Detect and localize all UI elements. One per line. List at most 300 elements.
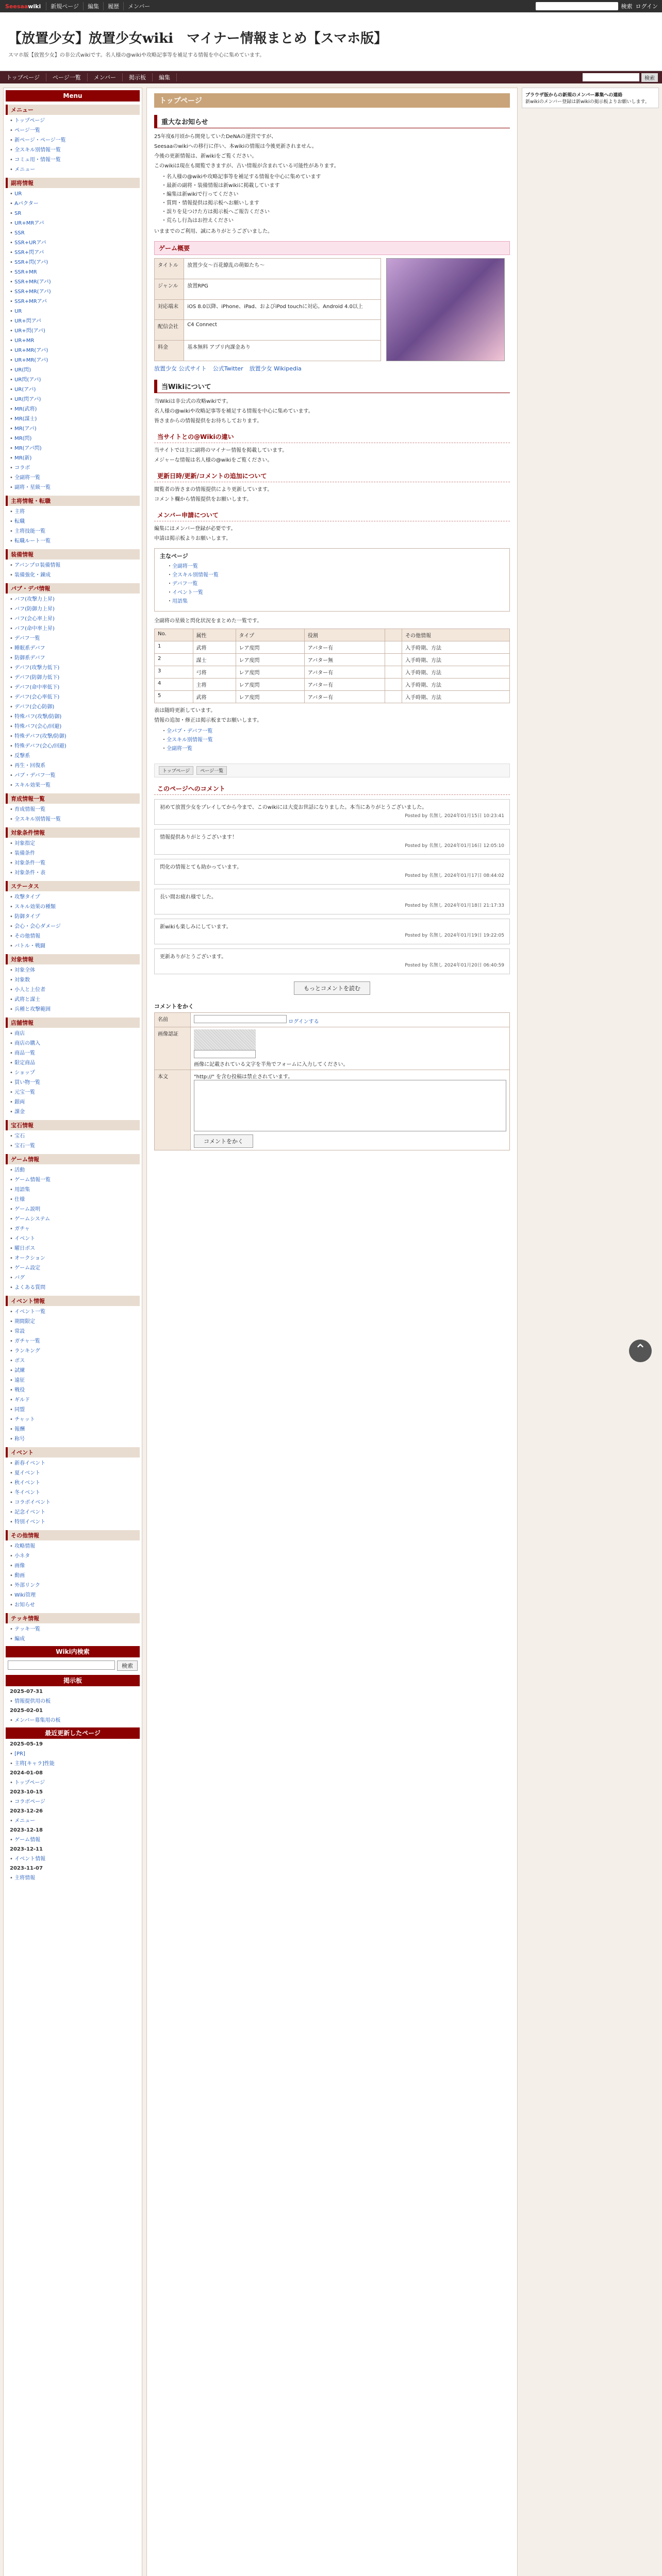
sidebar-link[interactable]: • 特殊バフ(会心/回避) xyxy=(4,722,142,732)
body-hint: "http://" を含む投稿は禁止されています。 xyxy=(194,1074,293,1080)
topbar-history[interactable]: 履歴 xyxy=(103,2,123,10)
sidebar-link[interactable]: • 全副将一覧 xyxy=(4,473,142,483)
more-link-item xyxy=(161,744,510,753)
menu-list xyxy=(4,116,142,175)
comment-meta: Posted by 名無し 2024年01月18日 21:17:33 xyxy=(405,903,504,908)
gnav-search-button[interactable]: 検索 xyxy=(641,73,658,82)
sidebar-link[interactable]: • 試練 xyxy=(4,1366,142,1376)
notice-paragraph: 今後の更新情報は、新wikiをご覧ください。 xyxy=(154,154,257,159)
sidebar-link[interactable]: • UR xyxy=(4,189,142,199)
notice-heading: 重大なお知らせ xyxy=(154,115,510,128)
about-paragraph: 皆さまからの情報提供をお待ちしております。 xyxy=(154,418,262,424)
recent-item[interactable]: • メニュー xyxy=(4,1816,142,1826)
board-post[interactable]: • 情報提供用の板 xyxy=(4,1697,142,1706)
sidebar-link[interactable]: • バフ(攻撃力上昇) xyxy=(4,595,142,604)
sidebar-link[interactable]: • 同盟 xyxy=(4,1405,142,1415)
topbar xyxy=(0,0,662,12)
sidebar-link[interactable]: • UR+MR(アパ) xyxy=(4,355,142,365)
gnav-pages[interactable]: ページ一覧 xyxy=(46,73,88,81)
official-link[interactable]: 公式Twitter xyxy=(212,365,243,372)
notice-paragraph: Seesaaのwikiへの移行に伴い、本wikiの情報は今後更新されません。 xyxy=(154,144,317,149)
table-cell xyxy=(385,666,402,679)
gnav-members[interactable]: メンバー xyxy=(88,73,123,81)
ad-text: 新wikiのメンバー登録は新wikiの掲示板よりお願いします。 xyxy=(525,99,650,105)
recent-item[interactable]: • [PR] xyxy=(4,1749,142,1759)
game-table xyxy=(154,258,381,361)
game-row xyxy=(155,279,381,299)
comment-meta: Posted by 名無し 2024年01月20日 06:40:59 xyxy=(405,963,504,968)
sidebar-link[interactable]: • UR+閃(アパ) xyxy=(4,326,142,336)
sidebar-link[interactable]: • MR(謀士) xyxy=(4,414,142,424)
game-art-image xyxy=(386,258,505,361)
table-cell: 入手時期、方法 xyxy=(402,679,510,691)
sidebar-link[interactable]: • UR+MR(アパ) xyxy=(4,346,142,355)
more-link-item xyxy=(161,727,510,736)
sidebar-link[interactable]: • 育成情報一覧 xyxy=(4,805,142,815)
sidebar-link[interactable]: • ガチャ xyxy=(4,1224,142,1234)
sidebar-link[interactable]: • ギルド xyxy=(4,1395,142,1405)
sidebar-link[interactable]: • 課金 xyxy=(4,1107,142,1117)
gnav-search xyxy=(583,73,662,82)
comment-textarea[interactable] xyxy=(194,1080,506,1131)
sidebar-link[interactable]: • 商店の購入 xyxy=(4,1039,142,1048)
sidebar-link[interactable]: • MR(新) xyxy=(4,453,142,463)
table-header: 属性 xyxy=(193,629,236,641)
game-row xyxy=(155,299,381,320)
sidebar-link[interactable]: • 買い物一覧 xyxy=(4,1078,142,1088)
game-row xyxy=(155,341,381,361)
table-cell: アバター有 xyxy=(304,691,385,703)
more-link-item xyxy=(161,736,510,744)
sidebar-link[interactable]: • UR閃(アパ) xyxy=(4,375,142,385)
sidebar-link[interactable]: • 特殊デバフ(攻撃/防御) xyxy=(4,732,142,741)
sidebar-link[interactable]: • 称号 xyxy=(4,1434,142,1444)
name-input[interactable] xyxy=(194,1015,287,1023)
sidebar-link[interactable]: • 対象条件一覧 xyxy=(4,858,142,868)
sidebar-link[interactable]: • 反撃系 xyxy=(4,751,142,761)
sidebar-link[interactable]: • パブ・デバフ一覧 xyxy=(4,771,142,781)
sidebar-link[interactable]: • UR+MRアパ xyxy=(4,218,142,228)
sidebar-link[interactable]: • 戦役 xyxy=(4,1385,142,1395)
site-title[interactable]: 【放置少女】放置少女wiki マイナー情報まとめ【スマホ版】 xyxy=(8,31,388,46)
table-cell: 4 xyxy=(155,679,193,691)
sidebar-link[interactable]: • 商品一覧 xyxy=(4,1048,142,1058)
game-overview xyxy=(154,258,510,361)
board-date: 2025-02-01 xyxy=(10,1708,43,1714)
sidebar-link[interactable]: • 報酬 xyxy=(4,1425,142,1434)
sidebar-section-title: パブ・デパ情報 xyxy=(6,583,140,594)
sidebar-sections xyxy=(4,178,142,1644)
recent-date: 2023-11-07 xyxy=(10,1866,43,1871)
sidebar-link[interactable]: • 宝石 xyxy=(4,1131,142,1141)
gnav-edit[interactable]: 編集 xyxy=(153,73,177,81)
sidebar-link[interactable]: • MR(アパ) xyxy=(4,424,142,434)
sidebar-link[interactable]: • 特殊デバフ(会心/回避) xyxy=(4,741,142,751)
table-cell: 2 xyxy=(155,654,193,666)
sidebar-link[interactable]: • SSR+閃(アパ) xyxy=(4,258,142,267)
sidebar-link[interactable]: • ゲーム情報一覧 xyxy=(4,1175,142,1185)
table-cell: 主将 xyxy=(193,679,236,691)
topbar-member[interactable]: メンバー xyxy=(123,2,154,10)
toc-list xyxy=(167,562,504,606)
sidebar-link[interactable]: • 副将・星級一覧 xyxy=(4,483,142,493)
sidebar-link[interactable]: • コラボイベント xyxy=(4,1498,142,1507)
sidebar-link[interactable]: • ランキング xyxy=(4,1346,142,1356)
table-cell: 武将 xyxy=(193,691,236,703)
recent-item[interactable]: • ゲーム情報 xyxy=(4,1835,142,1845)
sidebar-link[interactable]: • SSR xyxy=(4,228,142,238)
sidebar-link[interactable]: • 夏イベント xyxy=(4,1468,142,1478)
sidebar-link[interactable]: • 小ネタ xyxy=(4,1551,142,1561)
toc-link[interactable]: 全副将一覧 xyxy=(172,564,198,569)
recent-date: 2023-10-15 xyxy=(10,1789,43,1795)
recent-item[interactable]: • コラボページ xyxy=(4,1797,142,1807)
sidebar-link[interactable]: • 新春イベント xyxy=(4,1459,142,1468)
sidebar-link[interactable]: • 対象条件・表 xyxy=(4,868,142,878)
sidebar-link[interactable]: • 対象数 xyxy=(4,975,142,985)
wiki-search xyxy=(4,1658,142,1673)
sub-paragraph: 閲覧者の皆さまの情報提供により更新しています。 xyxy=(154,487,273,493)
ad-title: ブラウザ版からの新規のメンバー募集への連絡 xyxy=(525,93,623,98)
sidebar-link[interactable]: • 小人と上位者 xyxy=(4,985,142,995)
tag-1[interactable]: トップページ xyxy=(159,766,193,775)
game-overview-heading: ゲーム概要 xyxy=(154,241,510,255)
site-logo[interactable]: Seesaawiki xyxy=(5,3,41,10)
sidebar-link[interactable]: • 兵種と攻撃範囲 xyxy=(4,1005,142,1014)
recent-date: 2023-12-18 xyxy=(10,1827,43,1833)
comment-form-title: コメントをかく xyxy=(154,1003,194,1010)
table-cell: 入手時期、方法 xyxy=(402,666,510,679)
sidebar-link[interactable]: • バトル・戦闘 xyxy=(4,941,142,951)
comment-text: 長い間お疲れ様でした。 xyxy=(160,894,217,900)
toc-box xyxy=(154,548,510,612)
sidebar-link[interactable]: • 武将と謀士 xyxy=(4,995,142,1005)
sidebar-link[interactable]: • 遠征 xyxy=(4,1376,142,1385)
sidebar-link[interactable]: • ゲームシステム xyxy=(4,1214,142,1224)
notice-list-item: ・ 質問・情報提供は掲示板へお願いします xyxy=(161,199,510,208)
toc-item xyxy=(167,571,504,580)
sidebar-link[interactable]: • MR(閃) xyxy=(4,434,142,444)
recent-date: 2023-12-11 xyxy=(10,1846,43,1852)
sidebar-link[interactable]: • ゲーム説明 xyxy=(4,1205,142,1214)
topbar-right xyxy=(536,2,662,10)
recent-item[interactable]: • 主将情報 xyxy=(4,1873,142,1883)
table-header: No. xyxy=(155,629,193,641)
toc-link[interactable]: 全スキル別情報一覧 xyxy=(172,572,219,578)
sub-paragraph: コメント欄から情報提供をお願いします。 xyxy=(154,497,252,502)
menu-item[interactable]: • 新ページ・ページ一覧 xyxy=(4,135,142,145)
sidebar-link[interactable]: • UR+MR xyxy=(4,336,142,346)
board-date: 2025-07-31 xyxy=(10,1689,43,1694)
sidebar-link[interactable]: • 防御系デバフ xyxy=(4,653,142,663)
toc-item xyxy=(167,562,504,571)
sidebar-link[interactable]: • 外部リンク xyxy=(4,1581,142,1590)
game-row-value: 基本無料 アプリ内課金あり xyxy=(184,341,381,361)
official-link[interactable]: 放置少女 Wikipedia xyxy=(249,365,302,372)
comment-form xyxy=(154,1012,510,1150)
comment-text: 更新ありがとうございます。 xyxy=(160,954,227,960)
recent-item[interactable]: • 主将[キャラ]性能 xyxy=(4,1759,142,1769)
notice-list-item: ・ 名人様の@wikiや攻略記事等を補足する情報を中心に集めています xyxy=(161,173,510,181)
sidebar-link[interactable]: • SR xyxy=(4,209,142,218)
menu-item[interactable]: • 全スキル別情報一覧 xyxy=(4,145,142,155)
table-header: 役割 xyxy=(304,629,385,641)
sidebar-link[interactable]: • 冬イベント xyxy=(4,1488,142,1498)
sidebar-link[interactable]: • 限定商品 xyxy=(4,1058,142,1068)
comment xyxy=(154,799,510,825)
topbar-login[interactable]: ログイン xyxy=(635,3,658,10)
comment-text: 情報提供ありがとうございます！ xyxy=(160,835,237,840)
tags-bar xyxy=(154,764,510,777)
sidebar-link[interactable]: • UR(閃) xyxy=(4,365,142,375)
more-link[interactable]: 全スキル別情報一覧 xyxy=(167,737,213,743)
toc-link[interactable]: デバフ一覧 xyxy=(172,581,198,587)
topbar-search-button[interactable]: 検索 xyxy=(621,3,633,10)
wiki-search-button[interactable]: 検索 xyxy=(117,1660,138,1671)
sidebar-link[interactable]: • 記念イベント xyxy=(4,1507,142,1517)
notice-list-item: ・ 誤りを見つけた方は掲示板へご報告ください xyxy=(161,208,510,216)
sidebar-link[interactable]: • チャット xyxy=(4,1415,142,1425)
more-comments-button[interactable]: もっとコメントを読む xyxy=(294,981,370,995)
sidebar-link[interactable]: • オークション xyxy=(4,1253,142,1263)
toc-item xyxy=(167,580,504,588)
sidebar-link[interactable]: • 常設 xyxy=(4,1327,142,1336)
table-cell: アバター有 xyxy=(304,641,385,654)
sidebar-link[interactable]: • UR(閃アパ) xyxy=(4,395,142,404)
sidebar-link[interactable]: • MR(武将) xyxy=(4,404,142,414)
table-header: タイプ xyxy=(236,629,304,641)
recent-item[interactable]: • トップページ xyxy=(4,1778,142,1788)
sidebar-link[interactable]: • お知らせ xyxy=(4,1600,142,1610)
table-cell: 入手時期、方法 xyxy=(402,691,510,703)
table-cell: 1 xyxy=(155,641,193,654)
login-link[interactable]: ログインする xyxy=(288,1019,319,1025)
gnav-board[interactable]: 掲示板 xyxy=(123,73,153,81)
wiki-search-input[interactable] xyxy=(8,1660,115,1670)
menu-header: Menu xyxy=(6,90,140,101)
sidebar-link[interactable]: • 主将 xyxy=(4,507,142,517)
sidebar-link[interactable]: • 秋イベント xyxy=(4,1478,142,1488)
sidebar-link[interactable]: • 特殊バフ(攻撃/防御) xyxy=(4,712,142,722)
sidebar-section-title: 店舗情報 xyxy=(6,1018,140,1028)
submit-button[interactable]: コメントをかく xyxy=(194,1134,253,1148)
official-link[interactable]: 放置少女 公式サイト xyxy=(154,365,207,372)
sidebar-link[interactable]: • デバフ(会心率低下) xyxy=(4,692,142,702)
toc-link[interactable]: イベント一覧 xyxy=(172,590,203,596)
sidebar-link[interactable]: • SSR+URアパ xyxy=(4,238,142,248)
table-row xyxy=(155,654,510,666)
sidebar-link[interactable]: • スキル効果の種類 xyxy=(4,902,142,912)
sub-body-2 xyxy=(154,485,510,504)
sidebar-link[interactable]: • アバンプロ装備情報 xyxy=(4,561,142,570)
captcha-hint: 画像に記載されている文字を半角でフォームに入力してください。 xyxy=(194,1062,349,1067)
sidebar-link[interactable]: • 期間限定 xyxy=(4,1317,142,1327)
sidebar-link[interactable]: • 会心・会心ダメージ xyxy=(4,922,142,931)
menu-item[interactable]: • コミュ用・情報一覧 xyxy=(4,155,142,165)
sidebar-link[interactable]: • コラボ xyxy=(4,463,142,473)
game-row xyxy=(155,259,381,279)
game-row-value: 放置少女～百花繚乱の萌姫たち～ xyxy=(184,259,381,279)
captcha-label: 画像認証 xyxy=(155,1027,191,1070)
sidebar-link[interactable]: • SSR+MR(アパ) xyxy=(4,287,142,297)
site-header xyxy=(0,12,662,71)
sidebar-link[interactable]: • 元宝一覧 xyxy=(4,1088,142,1097)
sidebar-link[interactable]: • 編成 xyxy=(4,1634,142,1644)
gnav-top[interactable]: トップページ xyxy=(0,73,46,81)
sidebar-link[interactable]: • SSR+MR(アパ) xyxy=(4,277,142,287)
sidebar-link[interactable]: • SSR+閃アパ xyxy=(4,248,142,258)
sidebar-link[interactable]: • スキル効果一覧 xyxy=(4,781,142,790)
sidebar-link[interactable]: • 仕様 xyxy=(4,1195,142,1205)
sidebar-link[interactable]: • 睡眠系デバフ xyxy=(4,643,142,653)
sidebar-link[interactable]: • 活動 xyxy=(4,1165,142,1175)
game-row-key: 対応端末 xyxy=(155,299,184,320)
member-heading: メンバー申請について xyxy=(154,509,510,521)
notice-list-item: ・ 編集は新wikiで行ってください xyxy=(161,190,510,199)
notice-list-item: ・ 最新の副将・装備情報は新wikiに掲載しています xyxy=(161,181,510,190)
table-cell: アバター有 xyxy=(304,666,385,679)
sidebar-section-title: 対象条件情報 xyxy=(6,827,140,838)
board-post[interactable]: • メンバー募集用の板 xyxy=(4,1716,142,1725)
table-note: 全副将の星級と閃化状況をまとめた一覧です。 xyxy=(154,618,262,624)
sidebar-link[interactable]: • デバフ(防御力低下) xyxy=(4,673,142,683)
sidebar-link[interactable]: • 用語集 xyxy=(4,1185,142,1195)
topbar-new-page[interactable]: 新規ページ xyxy=(46,2,83,10)
menu-item[interactable]: • メニュー xyxy=(4,165,142,175)
sidebar-link[interactable]: • 画像 xyxy=(4,1561,142,1571)
menu-item[interactable]: • ページ一覧 xyxy=(4,126,142,135)
body-label: 本文 xyxy=(155,1070,191,1150)
sidebar-link[interactable]: • 動画 xyxy=(4,1571,142,1581)
toc-item xyxy=(167,597,504,606)
table-cell: アバター無 xyxy=(304,654,385,666)
sidebar-link[interactable]: • MR(アパ閃) xyxy=(4,444,142,453)
sidebar-link[interactable]: • 攻撃タイプ xyxy=(4,892,142,902)
sidebar-section-title: その他情報 xyxy=(6,1530,140,1540)
sidebar-link[interactable]: • 銀両 xyxy=(4,1097,142,1107)
table-cell: 弓将 xyxy=(193,666,236,679)
sidebar-link[interactable]: • 装備条件 xyxy=(4,849,142,858)
scroll-top-icon[interactable]: ⌃ xyxy=(629,1340,652,1362)
sidebar-link[interactable]: • ショップ xyxy=(4,1068,142,1078)
sidebar-link[interactable]: • バグ xyxy=(4,1273,142,1283)
sidebar-link[interactable]: • 防御タイプ xyxy=(4,912,142,922)
toc-link[interactable]: 用語集 xyxy=(172,599,188,604)
comment-text: 初めて放置少女をプレイしてから今まで、このwikiには大変お世話になりました。本当にありがとうございました。 xyxy=(160,805,427,810)
toc-title: 主なページ xyxy=(160,553,188,560)
sidebar-link[interactable]: • 対象指定 xyxy=(4,839,142,849)
member-paragraph: 申請は掲示板よりお願いします。 xyxy=(154,536,231,541)
sidebar-link[interactable]: • 宝石一覧 xyxy=(4,1141,142,1151)
about-paragraph: 当Wikiは非公式の攻略wikiです。 xyxy=(154,399,231,404)
sidebar-link[interactable]: • 転職 xyxy=(4,517,142,527)
sidebar-link[interactable]: • Wiki管理 xyxy=(4,1590,142,1600)
sidebar-link[interactable]: • デバフ(命中率低下) xyxy=(4,683,142,692)
game-row-key: ジャンル xyxy=(155,279,184,299)
topbar-search-input[interactable] xyxy=(536,2,618,10)
more-link[interactable]: 全パブ・デバフ一覧 xyxy=(167,728,213,734)
sidebar-link[interactable]: • UR+閃アパ xyxy=(4,316,142,326)
sidebar-link[interactable]: • UR xyxy=(4,307,142,316)
sidebar-link[interactable]: • ガチャ一覧 xyxy=(4,1336,142,1346)
sidebar-link[interactable]: • ボス xyxy=(4,1356,142,1366)
table-cell: レア度閃 xyxy=(236,654,304,666)
sidebar-link[interactable]: • 対象全体 xyxy=(4,965,142,975)
topbar-edit[interactable]: 編集 xyxy=(83,2,103,10)
comment-meta: Posted by 名無し 2024年01月16日 12:05:10 xyxy=(405,843,504,849)
sidebar-section-title: 育成情報一覧 xyxy=(6,793,140,804)
sidebar-link[interactable]: • 再生・回復系 xyxy=(4,761,142,771)
sidebar-link[interactable]: • テッキ一覧 xyxy=(4,1624,142,1634)
recent-header: 最近更新したページ xyxy=(6,1727,140,1739)
table-row xyxy=(155,666,510,679)
summary-table xyxy=(154,629,510,703)
main-content xyxy=(146,88,518,2576)
sidebar-link[interactable]: • 転職ルート一覧 xyxy=(4,536,142,546)
gnav-search-input[interactable] xyxy=(583,73,639,81)
sidebar-link[interactable]: • その他情報 xyxy=(4,931,142,941)
sidebar-link[interactable]: • イベント xyxy=(4,1234,142,1244)
board-header: 掲示板 xyxy=(6,1675,140,1686)
recent-date: 2023-12-26 xyxy=(10,1808,43,1814)
sidebar-link[interactable]: • SSR+MRアパ xyxy=(4,297,142,307)
sidebar-link[interactable]: • 装備強化・錬成 xyxy=(4,570,142,580)
sidebar-link[interactable]: • デバフ一覧 xyxy=(4,634,142,643)
sidebar-link[interactable]: • 商店 xyxy=(4,1029,142,1039)
official-links xyxy=(154,364,510,372)
tag-2[interactable]: ページ一覧 xyxy=(196,766,227,775)
sidebar-link[interactable]: • 曜日ボス xyxy=(4,1244,142,1253)
sidebar-link[interactable]: • バフ(会心率上昇) xyxy=(4,614,142,624)
notice-body xyxy=(154,132,510,171)
sidebar-link[interactable]: • 主将技能一覧 xyxy=(4,527,142,536)
sidebar-section-title: 宝石情報 xyxy=(6,1120,140,1130)
sidebar-link[interactable]: • デバフ(会心防御) xyxy=(4,702,142,712)
menu-item[interactable]: • トップページ xyxy=(4,116,142,126)
table-row xyxy=(155,641,510,654)
sidebar-link[interactable]: • よくある質問 xyxy=(4,1283,142,1293)
board-list xyxy=(4,1687,142,1725)
left-sidebar xyxy=(3,88,142,2576)
comment-text: 新wikiも楽しみにしています。 xyxy=(160,924,231,930)
sidebar-link[interactable]: • 特別イベント xyxy=(4,1517,142,1527)
table-cell: 謀士 xyxy=(193,654,236,666)
sidebar-section-title: イベント情報 xyxy=(6,1296,140,1306)
member-body xyxy=(154,524,510,543)
sidebar-link[interactable]: • UR(アパ) xyxy=(4,385,142,395)
table-cell: 武将 xyxy=(193,641,236,654)
more-link[interactable]: 全副将一覧 xyxy=(167,746,192,752)
sidebar-link[interactable]: • SSR+MR xyxy=(4,267,142,277)
sidebar-link[interactable]: • 攻略情報 xyxy=(4,1541,142,1551)
captcha-input[interactable] xyxy=(194,1050,256,1058)
game-row-key: 配信会社 xyxy=(155,320,184,341)
game-row-value: C4 Connect xyxy=(184,320,381,341)
sidebar-link[interactable]: • 全スキル別情報一覧 xyxy=(4,815,142,824)
recent-item[interactable]: • イベント情報 xyxy=(4,1854,142,1864)
table-header: その他情報 xyxy=(402,629,510,641)
sidebar-link[interactable]: • Aパクター xyxy=(4,199,142,209)
ad-banner[interactable] xyxy=(522,88,659,108)
sidebar-link[interactable]: • イベント一覧 xyxy=(4,1307,142,1317)
sidebar-link[interactable]: • ゲーム設定 xyxy=(4,1263,142,1273)
table-cell: アバター有 xyxy=(304,679,385,691)
sidebar-link[interactable]: • バフ(防御力上昇) xyxy=(4,604,142,614)
table-cell xyxy=(385,679,402,691)
sidebar-link[interactable]: • デバフ(攻撃力低下) xyxy=(4,663,142,673)
more-comments xyxy=(154,981,510,995)
sidebar-link[interactable]: • バフ(命中率上昇) xyxy=(4,624,142,634)
